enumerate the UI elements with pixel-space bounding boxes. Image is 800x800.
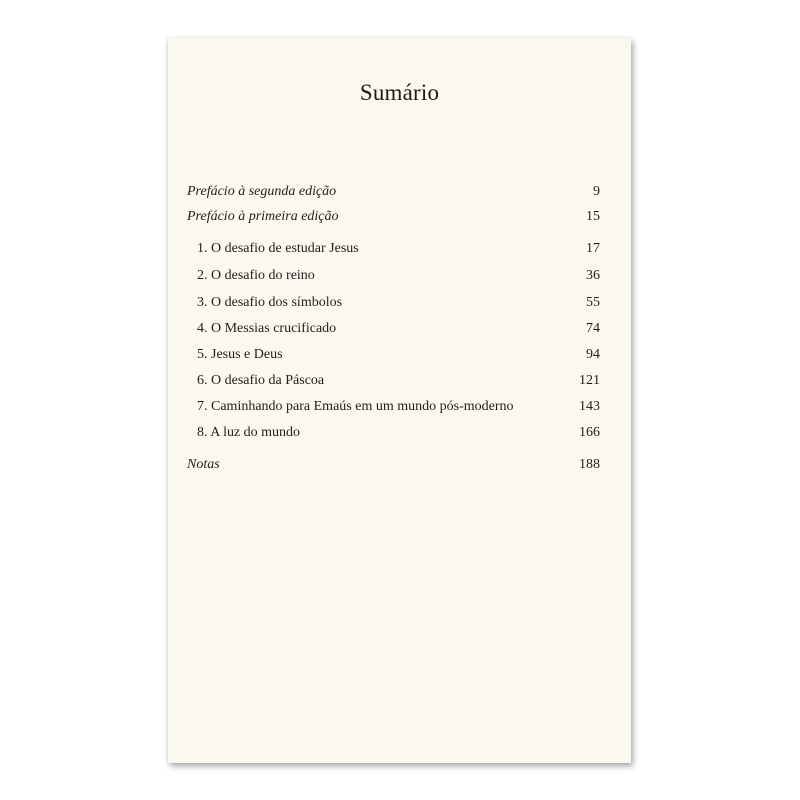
toc-entry-chapter-5 [187, 344, 600, 366]
toc-entry-page: 15 [586, 209, 600, 224]
toc-entry-chapter-6 [187, 370, 600, 392]
toc-entry-label: 6. O desafio da Páscoa [197, 373, 325, 388]
toc-entry-label: 4. O Messias crucificado [197, 321, 337, 336]
toc-entry-label: 8. A luz do mundo [197, 425, 301, 440]
toc-entry-page: 94 [586, 347, 600, 362]
toc-entry-preface-second [187, 181, 600, 203]
toc-entry-page: 166 [579, 425, 600, 440]
toc-entry-page: 36 [586, 268, 600, 283]
page-title: Sumário [359, 80, 440, 105]
toc-entry-chapter-3 [187, 292, 600, 314]
toc-entry-chapter-7 [187, 396, 600, 418]
toc-entry-page: 74 [586, 321, 600, 336]
toc-entry-label: 7. Caminhando para Emaús em um mundo pós-moderno [197, 399, 514, 414]
toc-entry-label: Prefácio à primeira edição [187, 209, 339, 224]
toc-entry-chapter-2 [187, 265, 600, 287]
toc-entry-chapter-4 [187, 318, 600, 340]
toc-entry-page: 9 [593, 184, 600, 199]
toc-entry-page: 121 [579, 373, 600, 388]
toc-entry-label: Prefácio à segunda edição [187, 184, 337, 199]
toc-entry-chapter-8 [187, 422, 600, 444]
toc-entry-preface-first [187, 206, 600, 228]
toc-entry-page: 17 [586, 241, 600, 256]
toc-entry-label: 5. Jesus e Deus [197, 347, 283, 362]
toc-entry-page: 143 [579, 399, 600, 414]
toc-entry-label: 1. O desafio de estudar Jesus [197, 241, 359, 256]
toc-entry-page: 188 [579, 457, 600, 472]
book-page [168, 38, 631, 763]
toc-entry-chapter-1 [187, 238, 600, 260]
toc-entry-label: 2. O desafio do reino [197, 268, 315, 283]
toc-entry-notes [187, 454, 600, 476]
toc-entry-label: Notas [187, 457, 220, 472]
toc-entry-label: 3. O desafio dos símbolos [197, 295, 343, 310]
toc-entry-page: 55 [586, 295, 600, 310]
